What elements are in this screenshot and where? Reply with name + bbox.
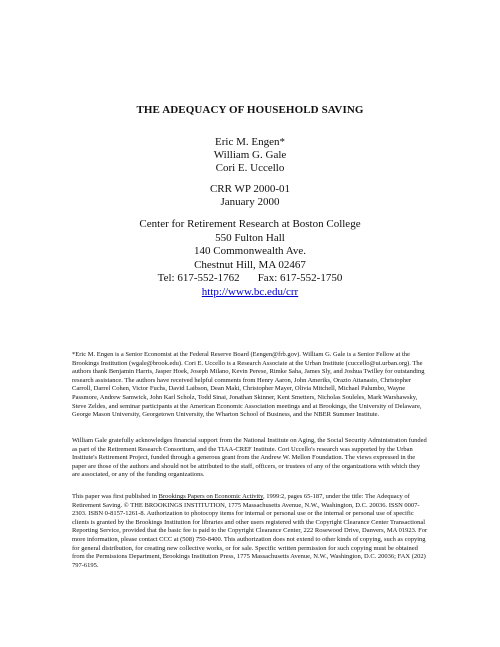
working-paper-date: January 2000 [220, 196, 280, 208]
contact-phones [0, 272, 500, 286]
center-url-line [0, 286, 500, 300]
center-city: Chestnut Hill, MA 02467 [194, 258, 306, 271]
telephone: Tel: 617-552-1762 [157, 272, 240, 285]
publication-note-intro: This paper was first published in [72, 493, 159, 500]
author-name: Cori E. Uccello [215, 162, 285, 174]
author-list [0, 136, 500, 175]
center-contact [0, 218, 500, 300]
funding-acknowledgement: William Gale gratefully acknowledges financial support from the National Institute on Aging, the Social Security Administration funded as part of the Retirement Research Consortium, and the TIAA-CREF Institute. Cori Uccello's research was supported by the Urban Institute's Retirement Project, funded through a generous grant from the Andrew W. Mellon Foundation. The views expressed in the paper are those of the authors and should not be attributed to the staff, officers, or trustees of any of the organizations with which they are associated, or any of the funding organizations. [72, 437, 427, 479]
author-name: Eric M. Engen* [215, 136, 285, 148]
publication-note [72, 493, 428, 570]
author-name: William G. Gale [213, 149, 287, 161]
center-url-link[interactable]: http://www.bc.edu/crr [201, 285, 299, 298]
center-name: Center for Retirement Research at Boston College [139, 218, 361, 230]
working-paper-number: CRR WP 2000-01 [209, 183, 291, 195]
working-paper-info [0, 183, 500, 209]
paper-title: THE ADEQUACY OF HOUSEHOLD SAVING [136, 104, 364, 116]
fax-number: Fax: 617-552-1750 [257, 272, 343, 285]
journal-name: Brookings Papers on Economic Activity [158, 493, 263, 500]
center-address1: 550 Fulton Hall [215, 231, 285, 244]
author-footnote: *Eric M. Engen is a Senior Economist at the Federal Reserve Board (Eengen@frb.gov). William G. Gale is a Senior Fellow at the Brookings Institution (wgale@brook.edu). Cori E. Uccello is a Research Associate at the Urban Institute (cuccello@ui.urban.org). The authors thank Benjamin Harris, Jasper Hoek, Joseph Milano, Kevin Perese, Rimke Saha, James Sly, and Joshua Twilley for outstanding research assistance. The authors have received helpful comments from Henry Aaron, John Ameriks, Orazio Attanasio, Christopher Carroll, Darrel Cohen, Victor Fuchs, David Laibson, Dean Maki, Christopher Mayer, Olivia Mitchell, Michael Palumbo, Wayne Passmore, Andrew Samwick, John Karl Scholz, Todd Sinai, Jonathan Skinner, Kent Smetters, Nicholas Souleles, Mark Warshawsky, Steve Zeldes, and seminar participants at the American Economic Association meetings and at Brookings, the University of Delaware, George Mason University, Georgetown University, the Wharton School of Business, and the NBER Summer Institute. [72, 351, 425, 419]
center-address2: 140 Commonwealth Ave. [194, 245, 306, 258]
publication-note-body: , 1999:2, pages 65-187, under the title: The Adequacy of Retirement Saving. © THE BROOKINGS INSTITUTION, 1775 Massachusetts Avenue, N.W., Washington, D.C. 20036. ISSN 0007-2303. ISBN 0-8157-1261-8. Authorization to photocopy items for internal or personal use or the internal or personal use of specific clients is granted by the Brookings Institution for libraries and other users registered with the Copyright Clearance Center Transactional Reporting Service, provided that the basic fee is paid to the Copyright Clearance Center, 222 Rosewood Drive, Danvers, MA 01923. For more information, please contact CCC at (508) 750-8400. This authorization does not extend to other kinds of copying, such as copying for general distribution, for creating new collective works, or for sale. Specific written permission for such copying must be obtained from the Permissions Department, Brookings Institution Press, 1775 Massachusetts Avenue, N.W., Washington, D.C. 20036; FAX (202) 797-6195. [72, 493, 428, 569]
